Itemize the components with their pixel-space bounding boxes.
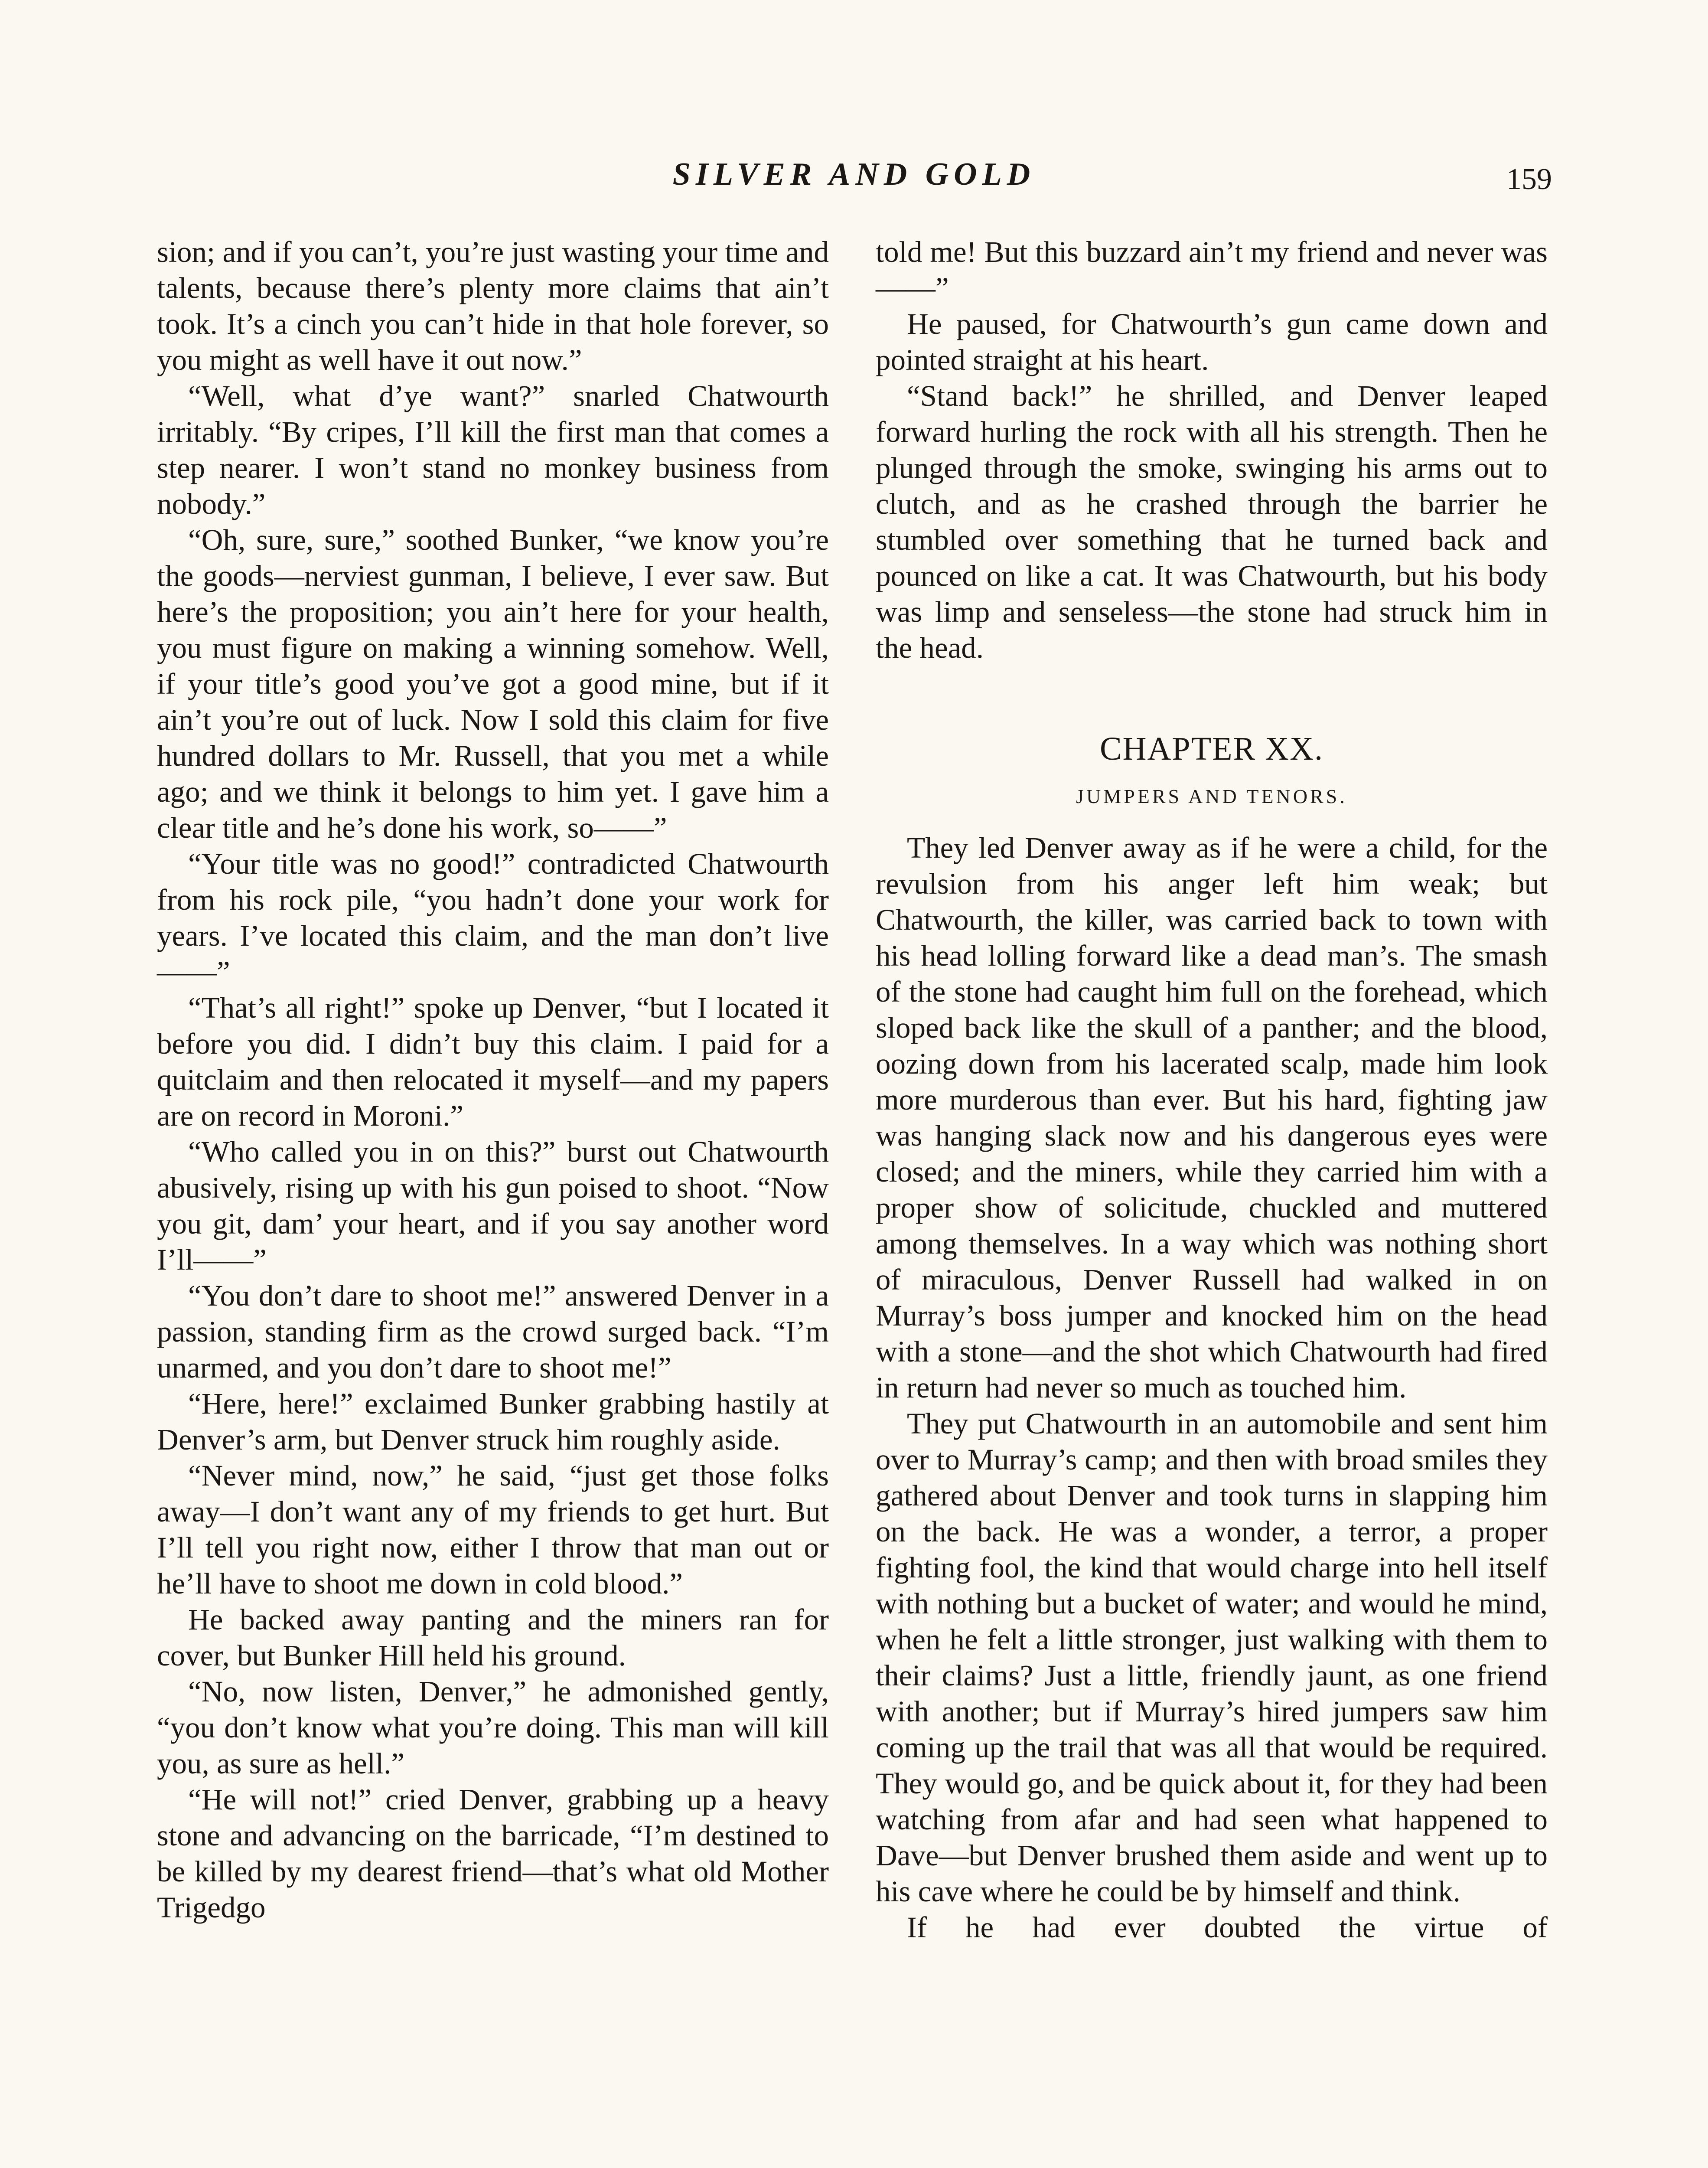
paragraph: “You don’t dare to shoot me!” answered Denver in a passion, standing firm as the crowd surged back. “I’m unarmed, and you don’t dare to shoot me!” [157, 1279, 829, 1384]
right-column [876, 234, 1548, 1946]
paragraph: “That’s all right!” spoke up Denver, “but I located it before you did. I didn’t buy this claim. I paid for a quitclaim and then relocated it myself—and my papers are on record in Moroni.” [157, 991, 829, 1132]
paragraph: If he had ever doubted the virtue of [907, 1911, 1548, 1944]
paragraph: “Well, what d’ye want?” snarled Chatwourth irritably. “By cripes, I’ll kill the first man that comes a step nearer. I won’t stand no monkey business from nobody.” [157, 379, 829, 520]
chapter-title: CHAPTER XX. [1099, 731, 1324, 767]
paragraph: “Who called you in on this?” burst out Chatwourth abusively, rising up with his gun poised to shoot. “Now you git, dam’ your heart, and if you say another word I’ll——” [157, 1135, 829, 1276]
paragraph: They led Denver away as if he were a child, for the revulsion from his anger left him weak; but Chatwourth, the killer, was carried back to town with his head lolling forward like a dead man’s. The smash of the stone had caught him full on the forehead, which sloped back like the skull of a panther; and the blood, oozing down from his lacerated scalp, made him look more murderous than ever. But his hard, fighting jaw was hanging slack now and his dangerous eyes were closed; and the miners, while they carried him with a proper show of solicitude, chuckled and muttered among themselves. In a way which was nothing short of miraculous, Denver Russell had walked in on Murray’s boss jumper and knocked him on the head with a stone—and the shot which Chatwourth had fired in return had never so much as touched him. [876, 831, 1548, 1404]
paragraph: “Never mind, now,” he said, “just get those folks away—I don’t want any of my friends to get hurt. But I’ll tell you right now, either I throw that man out or he’ll have to shoot me down in cold blood.” [157, 1459, 829, 1600]
paragraph: “He will not!” cried Denver, grabbing up a heavy stone and advancing on the barricade, “I’m destined to be killed by my dearest friend—that’s what old Mother Trigedgo [157, 1783, 829, 1924]
paragraph: “No, now listen, Denver,” he admonished gently, “you don’t know what you’re doing. This man will kill you, as sure as hell.” [157, 1675, 829, 1780]
paragraph: sion; and if you can’t, you’re just wasting your time and talents, because there’s plenty more claims that ain’t took. It’s a cinch you can’t hide in that hole forever, so you might as well have it out now.” [157, 235, 829, 376]
paragraph: “Your title was no good!” contradicted Chatwourth from his rock pile, “you hadn’t done your work for years. I’ve located this claim, and the man don’t live——” [157, 847, 829, 988]
page-number: 159 [1506, 163, 1552, 196]
paragraph: He paused, for Chatwourth’s gun came down and pointed straight at his heart. [876, 307, 1548, 376]
running-title: SILVER AND GOLD [672, 157, 1036, 192]
paragraph: “Here, here!” exclaimed Bunker grabbing hastily at Denver’s arm, but Denver struck him roughly aside. [157, 1387, 829, 1456]
paragraph: “Oh, sure, sure,” soothed Bunker, “we know you’re the goods—nerviest gunman, I believe, I ever saw. But here’s the proposition; you ain’t here for your health, you must figure on making a winning somehow. Well, if your title’s good you’ve got a good mine, but if it ain’t you’re out of luck. Now I sold this claim for five hundred dollars to Mr. Russell, that you met a while ago; and we think it belongs to him yet. I gave him a clear title and he’s done his work, so——” [157, 523, 829, 844]
paragraph: They put Chatwourth in an automobile and sent him over to Murray’s camp; and then with broad smiles they gathered about Denver and took turns in slapping him on the back. He was a wonder, a terror, a proper fighting fool, the kind that would charge into hell itself with nothing but a bucket of water; and would he mind, when he felt a little stronger, just walking with them to their claims? Just a little, friendly jaunt, as one friend with another; but if Murray’s hired jumpers saw him coming up the trail that was all that would be required. They would go, and be quick about it, for they had been watching from afar and had seen what happened to Dave—but Denver brushed them aside and went up to his cave where he could be by himself and think. [876, 1407, 1548, 1908]
paragraph: “Stand back!” he shrilled, and Denver leaped forward hurling the rock with all his strength. Then he plunged through the smoke, swinging his arms out to clutch, and as he crashed through the barrier he stumbled over something that he turned back and pounced on like a cat. It was Chatwourth, but his body was limp and senseless—the stone had struck him in the head. [876, 379, 1548, 664]
chapter-subtitle: JUMPERS AND TENORS. [1076, 785, 1347, 807]
left-column [157, 234, 829, 1926]
paragraph: He backed away panting and the miners ran for cover, but Bunker Hill held his ground. [157, 1603, 829, 1672]
page-header [156, 156, 1552, 208]
paragraph: told me! But this buzzard ain’t my friend and never was——” [876, 235, 1548, 304]
